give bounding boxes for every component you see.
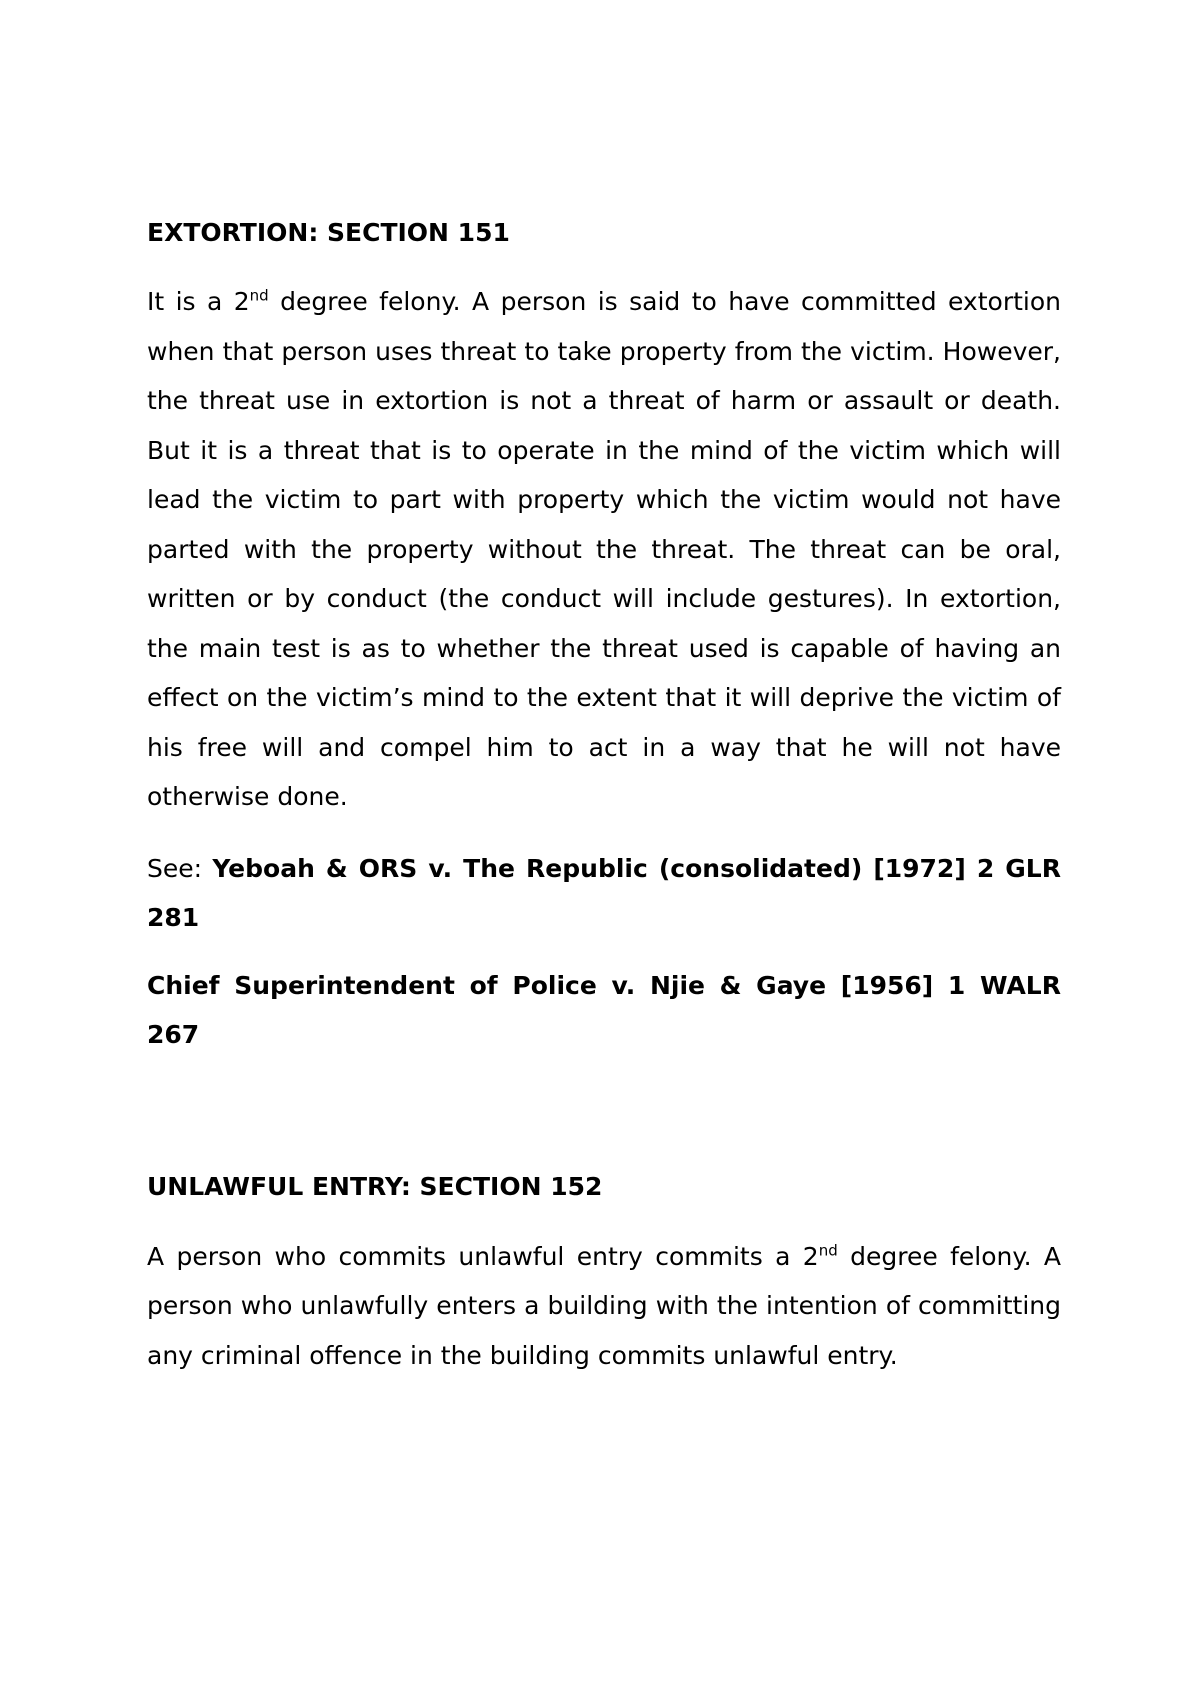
extortion-heading: EXTORTION: SECTION 151 — [147, 218, 510, 247]
ordinal-suffix: nd — [818, 1241, 838, 1260]
see-label: See: — [147, 853, 213, 883]
case-citation-1 — [147, 844, 1061, 943]
unlawful-entry-paragraph-start: A person who commits unlawful entry commits a 2 — [147, 1241, 819, 1271]
document-page — [147, 212, 1061, 1380]
case-citation-2: Chief Superintendent of Police v. Njie & Gaye [1956] 1 WALR 267 — [147, 970, 1061, 1049]
extortion-paragraph — [147, 277, 1061, 822]
unlawful-entry-paragraph-rest: degree felony. A person who unlawfully enters a building with the intention of committing any criminal offence in the building commits unlawful entry. — [147, 1241, 1061, 1370]
ordinal-suffix: nd — [249, 286, 269, 305]
extortion-paragraph-start: It is a 2 — [147, 287, 250, 316]
unlawful-entry-paragraph — [147, 1232, 1061, 1381]
unlawful-entry-heading: UNLAWFUL ENTRY: SECTION 152 — [147, 1171, 603, 1201]
extortion-paragraph-rest: degree felony. A person is said to have committed extortion when that person uses threat to take property from the victim. However, the threat use in extortion is not a threat of harm or assault or death. But it is a threat that is to operate in the mind of the victim which will lead the victim to part with property which the victim would not have parted with the property without the threat. The threat can be oral, written or by conduct (the conduct will include gestures). In extortion, the main test is as to whether the threat used is capable of having an effect on the victim’s mind to the extent that it will deprive the victim of his free will and compel him to act in a way that he will not have otherwise done. — [147, 287, 1061, 811]
case-name-1: Yeboah & ORS v. The Republic (consolidated) [1972] 2 GLR 281 — [147, 853, 1061, 932]
